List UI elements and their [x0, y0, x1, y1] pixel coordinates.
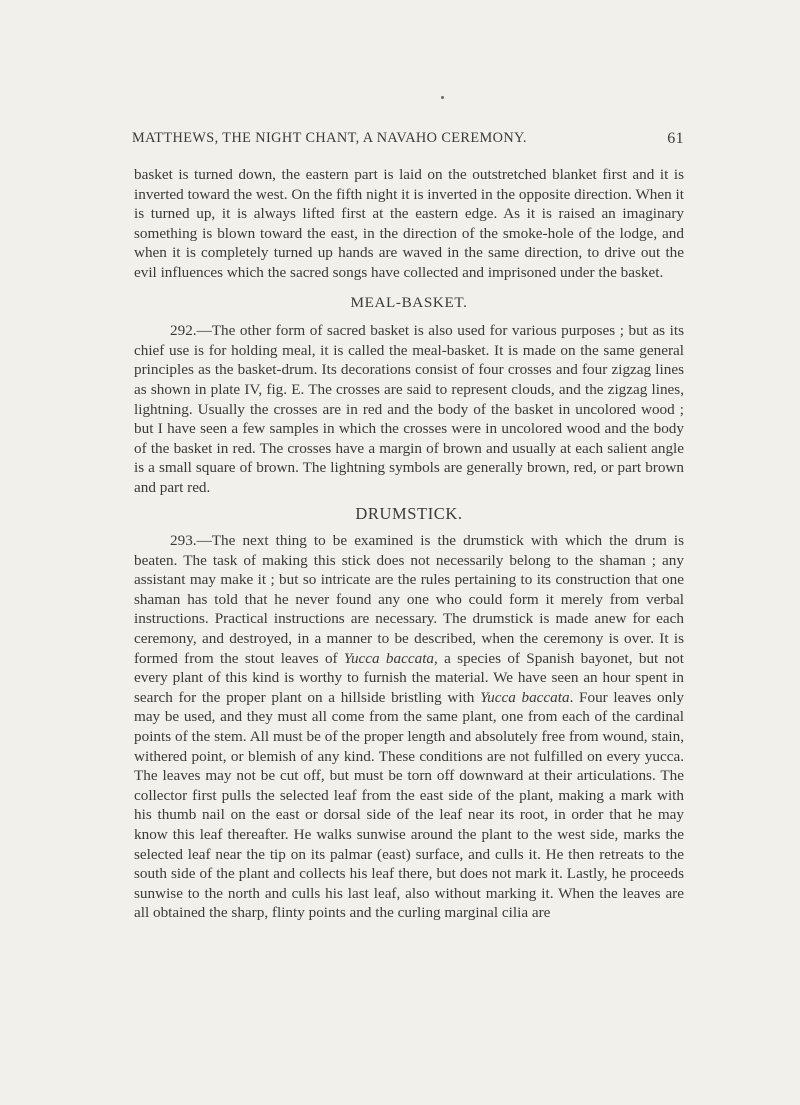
species-name-italic: Yucca baccata: [480, 688, 570, 706]
body-text: [134, 165, 684, 923]
paragraph-293-part-c: . Four leaves only may be used, and they must all come from the same plant, one from each of the cardinal points of the stem. All must be of the proper length and absolutely free from wound, stain, withered point, or blemish of any kind. These conditions are not fulfilled on every yucca. The leaves may not be cut off, but must be torn off downward at their articulations. The collector first pulls the selected leaf from the east side of the plant, making a mark with his thumb nail on the east or dorsal side of the leaf near its root, in order that he may know this leaf thereafter. He walks sunwise around the plant to the west side, marks the selected leaf near the tip on its palmar (east) surface, and culls it. He then retreats to the south side of the plant and collects his leaf there, but does not mark it. Lastly, he proceeds sunwise to the north and culls his last leaf, also without marking it. When the leaves are all obtained the sharp, flinty points and the curling marginal cilia are: [134, 688, 685, 922]
running-head-title: MATTHEWS, THE NIGHT CHANT, A NAVAHO CEREMONY.: [132, 130, 527, 146]
running-head: [132, 130, 684, 150]
intro-paragraph: basket is turned down, the eastern part is laid on the outstretched blanket first and it is inverted toward the west. On the fifth night it is inverted in the opposite direction. When it is turned up, it is always lifted first at the eastern edge. As it is raised an imaginary something is blown toward the east, in the direction of the smoke-hole of the lodge, and when it is completely turned up hands are waved in the same direction, to drive out the evil influences which the sacred songs have collected and imprisoned under the basket.: [134, 166, 684, 281]
page-speck: [441, 96, 444, 99]
species-name-italic: Yucca baccata: [343, 649, 435, 667]
paragraph-293: [134, 531, 684, 923]
section-heading-meal-basket: MEAL-BASKET.: [350, 293, 468, 311]
page-number: 61: [667, 130, 684, 147]
section-heading-drumstick: DRUMSTICK.: [355, 503, 463, 523]
paragraph-292: 292.—The other form of sacred basket is also used for various purposes ; but as its chief use is for holding meal, it is called the meal-basket. It is made on the same general principles as the basket-drum. Its decorations consist of four crosses and four zigzag lines as shown in plate IV, fig. E. The crosses are said to represent clouds, and the zigzag lines, lightning. Usually the crosses are in red and the body of the basket in uncolored wood ; but I have seen a few samples in which the crosses were in uncolored wood and the body of the basket in red. The crosses have a margin of brown and usually at each salient angle is a small square of brown. The lightning symbols are generally brown, red, or part brown and part red.: [134, 322, 684, 496]
paragraph-293-part-a: 293.—The next thing to be examined is the drumstick with which the drum is beaten. The task of making this stick does not necessarily belong to the shaman ; any assistant may make it ; but so intricate are the rules pertaining to its construction that one shaman has told that he never found any one who could form it merely from verbal instructions. Practical instructions are necessary. The drumstick is made anew for each ceremony, and destroyed, in a manner to be described, when the ceremony is over. It is formed from the stout leaves of: [134, 532, 684, 667]
paragraph-293-part-b: , a species of Spanish bayonet, but not every plant of this kind is worthy to furnish the material. We have seen an hour spent in search for the proper plant on a hillside bristling with: [134, 649, 684, 706]
